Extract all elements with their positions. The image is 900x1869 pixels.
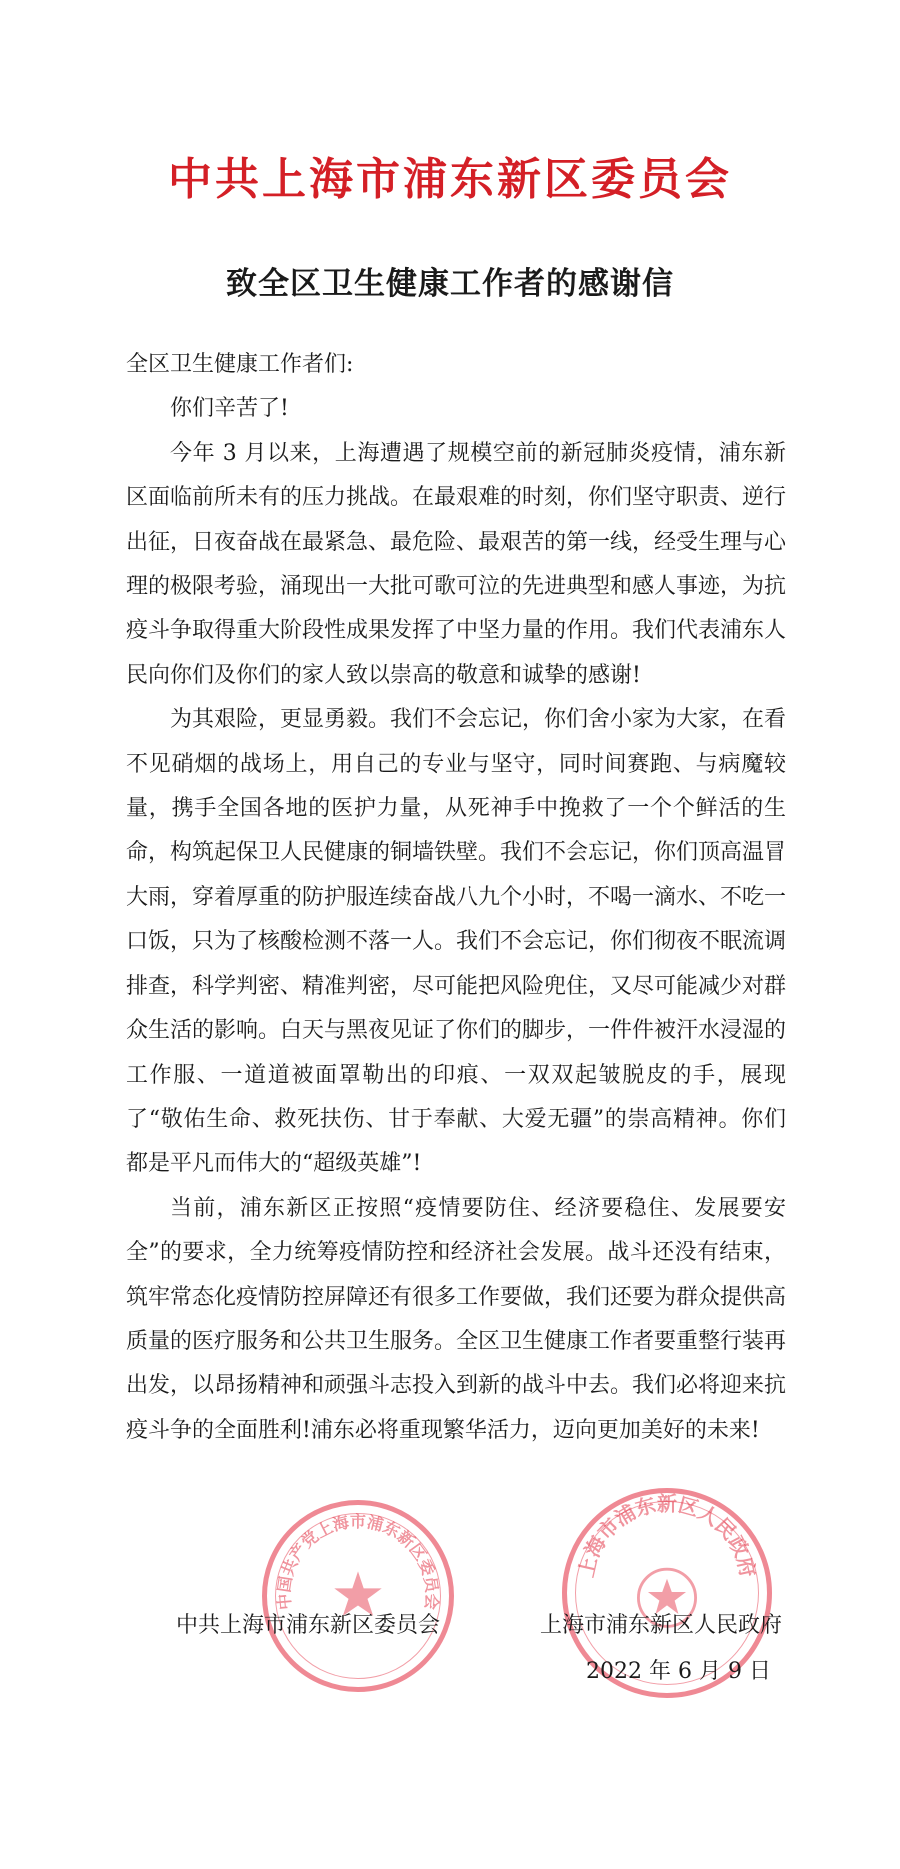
letter-body [126, 343, 786, 1453]
party-committee-seal-text: 中国共产党上海市浦东新区委员会 [274, 1511, 442, 1611]
salutation: 全区卫生健康工作者们: [126, 352, 354, 377]
paragraph-dedication: 为其艰险，更显勇毅。我们不会忘记，你们舍小家为大家，在看不见硝烟的战场上，用自己的专业与坚守，同时间赛跑、与病魔较量，携手全国各地的医护力量，从死神手中挽救了一个个鲜活的生命，构筑起保卫人民健康的铜墙铁壁。我们不会忘记，你们顶高温冒大雨，穿着厚重的防护服连续奋战八九个小时，不喝一滴水、不吃一口饭，只为了核酸检测不落一人。我们不会忘记，你们彻夜不眠流调排查，科学判密、精准判密，尽可能把风险兜住，又尽可能减少对群众生活的影响。白天与黑夜见证了你们的脚步，一件件被汗水浸湿的工作服、一道道被面罩勒出的印痕、一双双起皱脱皮的手，展现了“敬佑生命、救死扶伤、甘于奉献、大爱无疆”的崇高精神。你们都是平凡而伟大的“超级英雄”! [126, 707, 787, 1177]
signature-party-committee: 中共上海市浦东新区委员会 [176, 1613, 441, 1638]
party-committee-seal-graphic [267, 1505, 449, 1687]
government-seal-text: 上海市浦东新区人民政府 [573, 1491, 761, 1580]
paragraph-greeting: 你们辛苦了! [170, 396, 289, 422]
letterhead: 中共上海市浦东新区委员会 [168, 154, 732, 205]
signature-government: 上海市浦东新区人民政府 [540, 1613, 783, 1638]
document-title: 致全区卫生健康工作者的感谢信 [226, 266, 674, 302]
paragraph-outlook: 当前，浦东新区正按照“疫情要防住、经济要稳住、发展要安全”的要求，全力统筹疫情防控和经济社会发展。战斗还没有结束，筑牢常态化疫情防控屏障还有很多工作要做，我们还要为群众提供高质量的医疗服务和公共卫生服务。全区卫生健康工作者要重整行装再出发，以昂扬精神和顽强斗志投入到新的战斗中去。我们必将迎来抗疫斗争的全面胜利!浦东必将重现繁华活力，迈向更加美好的未来! [126, 1195, 787, 1443]
signature-date: 2022 年 6 月 9 日 [586, 1659, 771, 1684]
paragraph-background: 今年 3 月以来，上海遭遇了规模空前的新冠肺炎疫情，浦东新区面临前所未有的压力挑战。在最艰难的时刻，你们坚守职责、逆行出征，日夜奋战在最紧急、最危险、最艰苦的第一线，经受生理与心理的极限考验，涌现出一大批可歌可泣的先进典型和感人事迹，为抗疫斗争取得重大阶段性成果发挥了中坚力量的作用。我们代表浦东人民向你们及你们的家人致以崇高的敬意和诚挚的感谢! [126, 440, 787, 688]
party-committee-seal [262, 1500, 454, 1692]
